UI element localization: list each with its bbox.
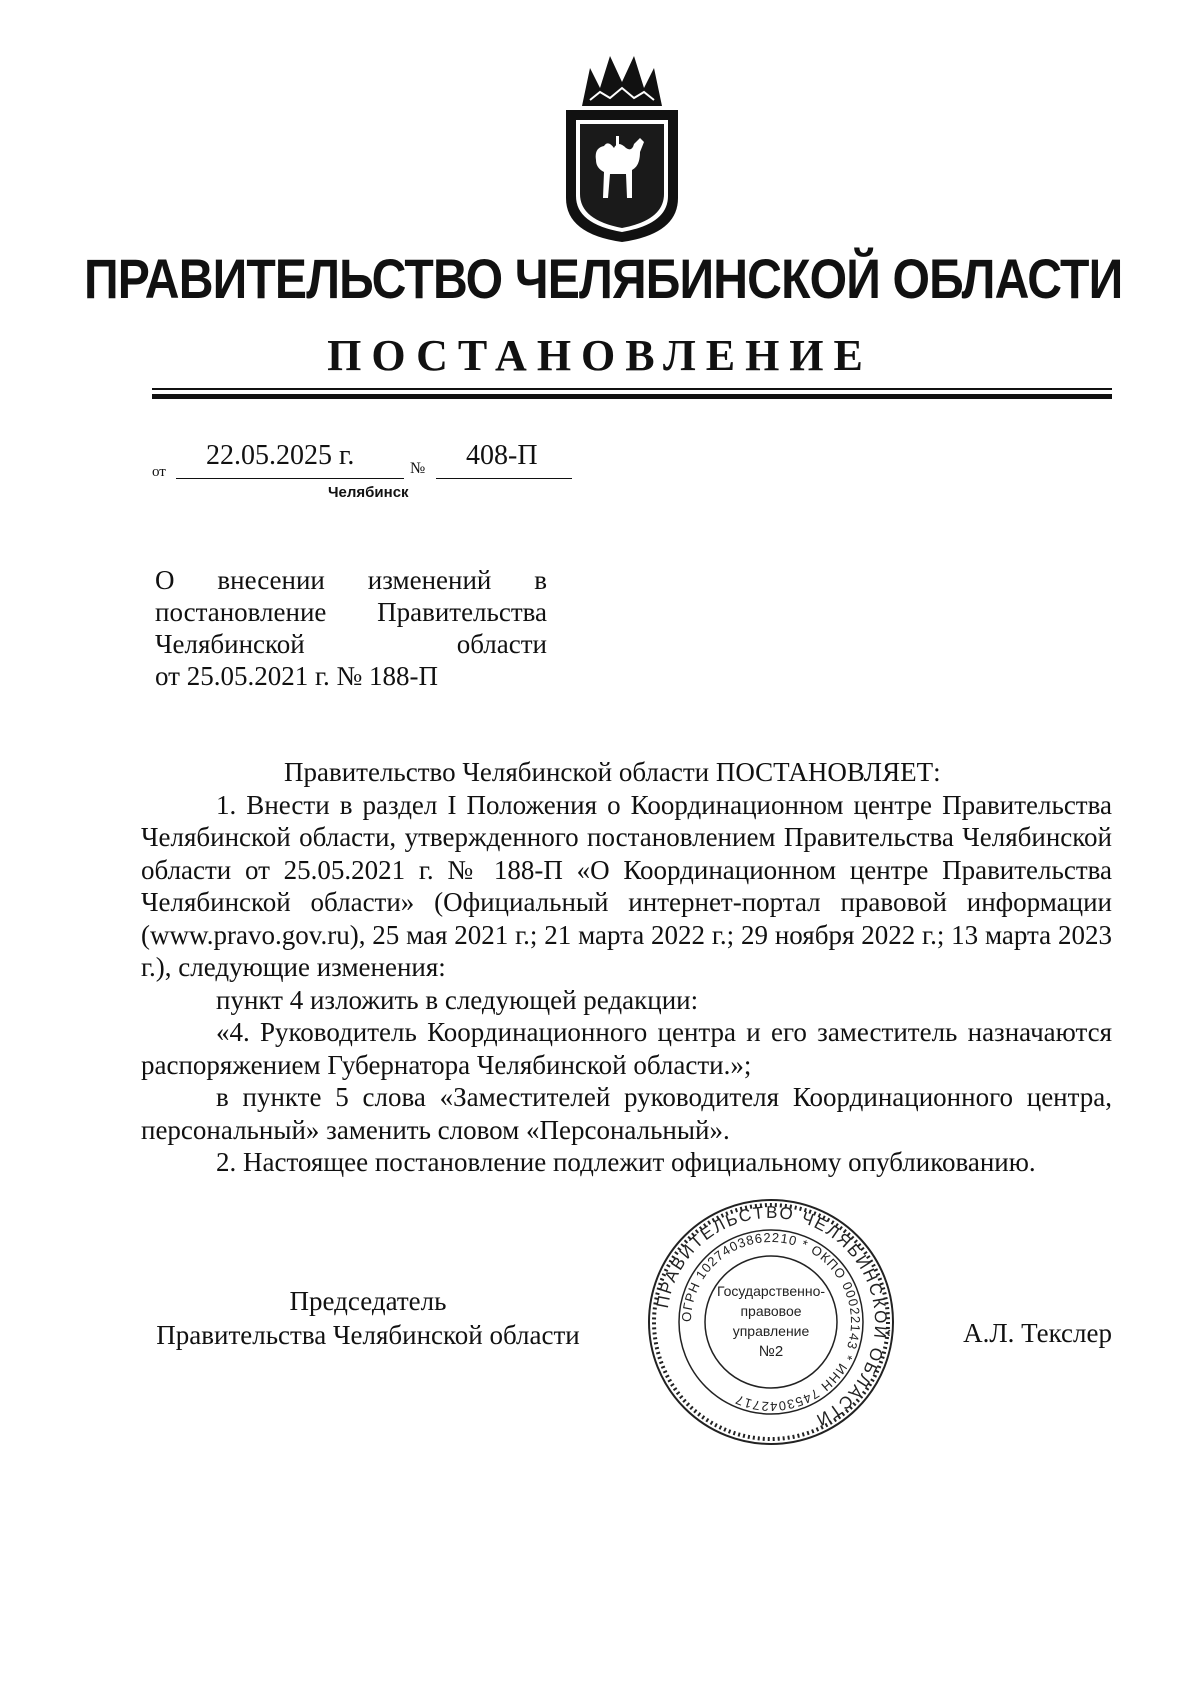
- date-prefix: от: [152, 464, 166, 480]
- stamp-ring-text: ОГРН 1027403862210 * ОКПО 00022143 * ИНН 7453042717: [678, 1229, 864, 1415]
- document-subject: [155, 564, 547, 692]
- stamp-center-line: №2: [758, 1343, 784, 1360]
- body-paragraph: в пункте 5 слова «Заместителей руководителя Координационного центра, персональный» заменить словом «Персональный».: [141, 1082, 1112, 1145]
- document-type: ПОСТАНОВЛЕНИЕ: [327, 331, 873, 380]
- stamp-outer-text: ПРАВИТЕЛЬСТВО ЧЕЛЯБИНСКОЙ ОБЛАСТИ: [652, 1202, 891, 1431]
- document-body: [141, 756, 1112, 1179]
- subject-line: О внесении изменений в: [155, 565, 547, 595]
- stamp-center-line: правовое: [740, 1303, 802, 1319]
- number-prefix: №: [410, 460, 426, 477]
- signer-position-line: Председатель: [289, 1286, 447, 1316]
- organization-title: ПРАВИТЕЛЬСТВО ЧЕЛЯБИНСКОЙ ОБЛАСТИ: [84, 247, 1123, 310]
- body-paragraph: 2. Настоящее постановление подлежит официальному опубликованию.: [216, 1147, 1036, 1177]
- official-stamp: [645, 1196, 897, 1448]
- svg-text:ОГРН 1027403862210 * ОКПО 0002: [679, 1230, 863, 1414]
- document-city: Челябинск: [328, 484, 409, 501]
- signer-position-line: Правительства Челябинской области: [156, 1320, 580, 1350]
- subject-line: Челябинской области: [155, 629, 547, 659]
- body-paragraph: «4. Руководитель Координационного центра и его заместитель назначаются распоряжением Губернатора Челябинской области.»;: [141, 1017, 1112, 1080]
- date-underline: [176, 478, 404, 479]
- body-paragraph: 1. Внести в раздел I Положения о Координационном центре Правительства Челябинской области, утвержденного постановлением Правительства Челябинской области от 25.05.2021 г. № 188-П «О Координационном центре Правительства Челябинской области» (Официальный интернет-портал правовой информации (www.pravo.gov.ru), 25 мая 2021 г.; 21 марта 2022 г.; 29 ноября 2022 г.; 13 марта 2023 г.), следующие изменения:: [141, 789, 1112, 982]
- document-date: 22.05.2025 г.: [206, 440, 355, 471]
- body-paragraph: Правительство Челябинской области ПОСТАНОВЛЯЕТ:: [284, 757, 941, 787]
- signer-position: [140, 1284, 596, 1352]
- subject-line: постановление Правительства: [155, 597, 547, 627]
- header-divider-thick: [152, 394, 1112, 399]
- document-number: 408-П: [466, 440, 538, 471]
- header-divider-thin: [152, 388, 1112, 390]
- subject-line: от 25.05.2021 г. № 188-П: [155, 661, 438, 691]
- stamp-center-line: управление: [732, 1323, 810, 1339]
- stamp-center-line: Государственно-: [716, 1283, 826, 1299]
- coat-of-arms-icon: [560, 48, 684, 244]
- number-underline: [436, 478, 572, 479]
- signer-name: А.Л. Текслер: [963, 1318, 1112, 1348]
- body-paragraph: пункт 4 изложить в следующей редакции:: [216, 984, 699, 1015]
